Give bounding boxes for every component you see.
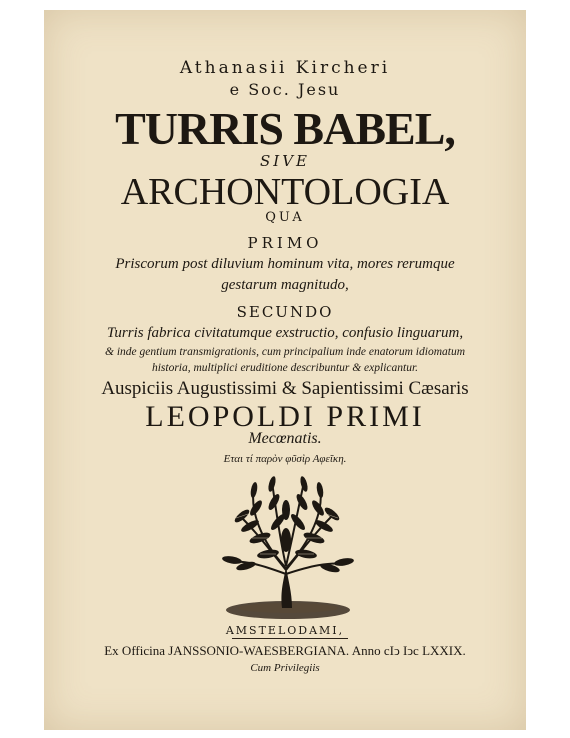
- greek-motto: Εται τί παρὸν φῦσὶρ Αφεῖκη.: [223, 453, 347, 465]
- book-title: TURRIS BABEL,: [115, 103, 455, 154]
- place-of-publication: AMSTELODAMI,: [225, 624, 345, 637]
- secundo-line-2: & inde gentium transmigrationis, cum principalium inde enatorum idiomatum: [105, 346, 465, 358]
- qua-word: QUA: [265, 210, 305, 225]
- plant-woodcut-image: [220, 470, 356, 622]
- primo-line-1: Priscorum post diluvium hominum vita, mores rerumque: [115, 256, 455, 272]
- mecoenatis-word: Mecœnatis.: [248, 430, 322, 447]
- author-name: Athanasii Kircheri: [179, 58, 391, 78]
- secundo-line-1: Turris fabrica civitatumque exstructio, confusio linguarum,: [106, 325, 464, 341]
- privilege-line: Cum Privilegiis: [250, 662, 320, 674]
- secundo-line-3: historia, multiplici eruditione describuntur & explicantur.: [151, 362, 419, 374]
- title-page: [44, 10, 526, 730]
- imprint-rule: [232, 638, 348, 639]
- primo-heading: PRIMO: [247, 234, 323, 252]
- secundo-heading: SECUNDO: [236, 303, 334, 321]
- primo-line-2: gestarum magnitudo,: [221, 277, 349, 293]
- title-connector: SIVE: [260, 152, 310, 170]
- emperor-name: LEOPOLDI PRIMI: [145, 400, 425, 433]
- dedication-line: Auspiciis Augustissimi & Sapientissimi Cæsaris: [101, 378, 469, 399]
- imprint-line: Ex Officina JANSSONIO-WAESBERGIANA. Anno cIↄ Iↄc LXXIX.: [104, 643, 466, 658]
- author-society: e Soc. Jesu: [229, 80, 341, 99]
- book-subtitle: ARCHONTOLOGIA: [120, 171, 450, 213]
